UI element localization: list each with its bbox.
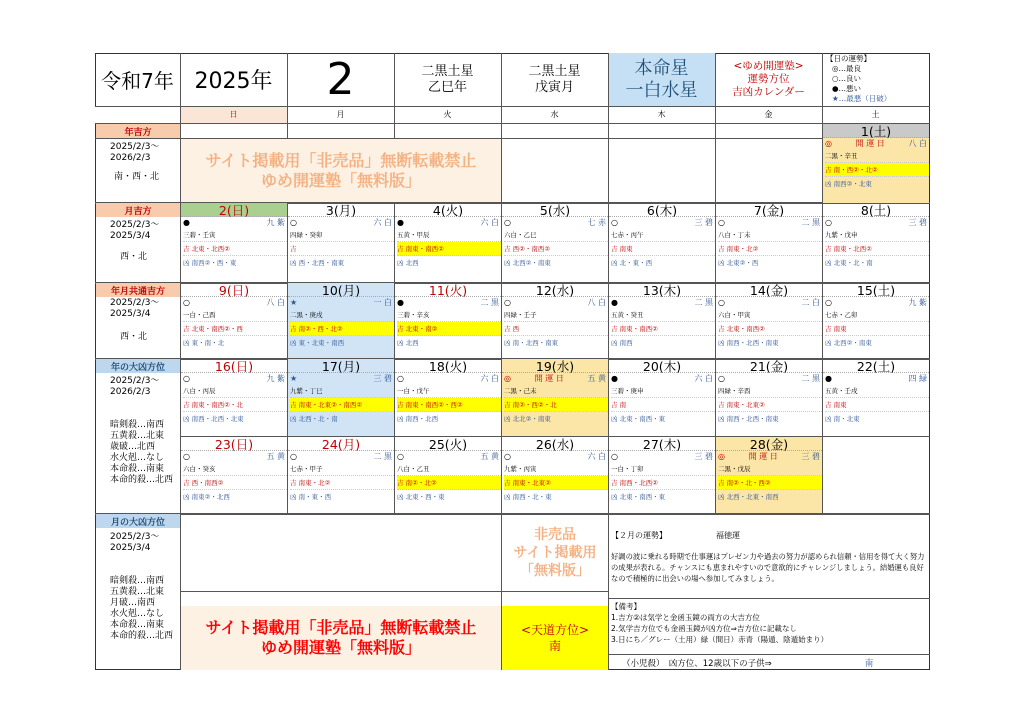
section-month-lucky: 月吉方	[96, 203, 180, 217]
day-number: 16(日)	[181, 359, 287, 373]
day-bad-directions: 凶 南東②・北西	[183, 493, 230, 501]
day-bad-directions: 凶 北西②・南東	[504, 259, 551, 267]
day-fortune-mark: ○ 二 白	[718, 298, 820, 307]
day-fortune-mark: ○ 七 赤	[504, 218, 606, 227]
monthly-fortune: 【２月の運勢】 福徳運 好調の波に乗れる時期で仕事運はプレゼン力や過去の努力が認められ信頼・信用を得て大く努力の成果が表れる。チャンスにも恵まれやすいので意欲的にチャレンジしましょう。結婚運も良好なので積極的に出会いの場へ参加してみましょう。	[611, 531, 925, 583]
day-fortune-mark: ○ 八 白	[504, 298, 606, 307]
day-cell[interactable]	[609, 359, 715, 436]
day-number: 15(土)	[823, 283, 929, 297]
day-cell[interactable]	[716, 283, 822, 358]
day-cell[interactable]	[609, 437, 715, 513]
day-number: 8(土)	[823, 203, 929, 217]
day-bad-directions: 凶 南西・北西・南東	[718, 415, 779, 423]
shoji-row: （小児殺） 凶方位、12歳以下の子供⇒ 南	[622, 658, 874, 669]
day-bad-directions: 凶 北西	[397, 259, 419, 267]
day-fortune-mark: ◎ 開 運 日 五 黄	[504, 374, 606, 383]
day-lucky-directions: 吉 北東・南西②・西	[183, 322, 287, 336]
day-bad-directions: 凶 北西・北・南	[290, 415, 338, 423]
day-fortune-mark: ○ 九 紫	[825, 298, 927, 307]
day-kanshi: 四緑・癸卯	[290, 228, 394, 242]
day-cell[interactable]	[823, 283, 929, 358]
day-number: 23(日)	[181, 437, 287, 451]
day-bad-directions: 凶 南西・北西・南東	[718, 339, 779, 347]
day-number: 19(水)	[502, 359, 608, 373]
day-number: 1(土)	[823, 124, 929, 138]
day-lucky-directions: 吉 南東・南西②・北	[183, 398, 287, 412]
day-lucky-directions: 吉 南東・北東②	[718, 398, 822, 412]
day-kanshi: 一白・丁卯	[611, 462, 715, 476]
day-kanshi: 五黄・甲辰	[397, 228, 501, 242]
day-bad-directions: 凶 北東・北・南	[825, 259, 873, 267]
day-fortune-mark: ○ 六 白	[397, 374, 499, 383]
day-fortune-mark: ● 六 白	[611, 374, 713, 383]
day-fortune-mark: ○ 二 黒	[718, 218, 820, 227]
day-kanshi: 八白・丁未	[718, 228, 822, 242]
day-fortune-mark: ○ 五 黄	[183, 452, 285, 461]
day-cell[interactable]	[716, 359, 822, 436]
day-bad-directions: 凶 北・東・西	[611, 259, 653, 267]
day-bad-directions: 凶 南西②・西・東	[183, 259, 237, 267]
day-number: 9(日)	[181, 283, 287, 297]
day-number: 7(金)	[716, 203, 822, 217]
day-lucky-directions: 吉 西②・南西②	[504, 242, 608, 256]
day-kanshi: 一白・戊午	[397, 384, 501, 398]
month-bad-info: 2025/2/3〜 2025/3/4 暗剣殺…南西 五黄殺…北東 月破…南西 水火剋…なし 本命殺…南東 本命的殺…北西	[110, 532, 174, 641]
day-kanshi: 一白・己酉	[183, 308, 287, 322]
day-fortune-mark: ★ 三 碧	[290, 374, 392, 383]
day-bad-directions: 凶 南西・北西・北東	[183, 415, 244, 423]
day-number: 10(月)	[288, 283, 394, 297]
day-lucky-directions: 吉 南東・北②	[718, 242, 822, 256]
day-fortune-mark: ○ 九 紫	[183, 374, 285, 383]
month-star: 二黒土星 戊寅月	[528, 63, 581, 95]
day-bad-directions: 凶 北東・西・東	[397, 493, 445, 501]
day-lucky-directions: 吉	[290, 242, 394, 256]
calendar-subtitle: <ゆめ開運塾> 運勢方位 吉凶カレンダー	[732, 60, 805, 98]
day-cell[interactable]	[395, 437, 501, 513]
day-bad-directions: 凶 東・北東・南西	[290, 339, 345, 347]
day-fortune-mark: ○ 五 黄	[397, 452, 499, 461]
watermark-bottom: サイト掲載用「非売品」無断転載禁止 ゆめ開運塾「無料版」	[181, 606, 501, 670]
year-star: 二黒土星 乙巳年	[421, 63, 474, 95]
day-cell[interactable]	[609, 283, 715, 358]
day-fortune-mark: ● 二 黒	[611, 298, 713, 307]
day-fortune-mark: ○ 二 黒	[718, 374, 820, 383]
day-bad-directions: 凶 南西・北・東	[504, 493, 552, 501]
day-kanshi: 九紫・丁巳	[290, 384, 394, 398]
day-number: 13(木)	[609, 283, 715, 297]
day-lucky-directions: 吉 南②・西・北②	[290, 322, 394, 336]
month-lucky-info: 2025/2/3〜 2025/3/4 西・北	[110, 220, 160, 262]
weekday-row: 日 月 火 水 木 金 土	[95, 106, 930, 123]
day-cell[interactable]	[502, 203, 608, 282]
day-number: 3(月)	[288, 203, 394, 217]
day-kanshi: 六白・甲寅	[718, 308, 822, 322]
day-lucky-directions: 吉 西	[504, 322, 608, 336]
day-lucky-directions: 吉 南	[611, 398, 715, 412]
day-bad-directions: 凶 南西②・北東	[825, 180, 872, 188]
day-kanshi: 七赤・甲子	[290, 462, 394, 476]
day-kanshi: 五黄・癸丑	[611, 308, 715, 322]
day-number: 5(水)	[502, 203, 608, 217]
day-fortune-mark: ● 六 白	[397, 218, 499, 227]
day-number: 22(土)	[823, 359, 929, 373]
day-number: 4(火)	[395, 203, 501, 217]
day-lucky-directions: 吉 南東・南西②・西②	[397, 398, 501, 412]
day-kanshi: 九紫・丙寅	[504, 462, 608, 476]
day-kanshi: 七赤・丙午	[611, 228, 715, 242]
day-cell[interactable]	[395, 359, 501, 436]
day-bad-directions: 凶 北東②・西	[718, 259, 759, 267]
day-lucky-directions: 吉 南・西②・北②	[825, 163, 929, 177]
day-fortune-mark: ○ 六 白	[290, 218, 392, 227]
day-number: 27(木)	[609, 437, 715, 451]
day-number: 6(木)	[609, 203, 715, 217]
day-cell[interactable]	[181, 359, 287, 436]
day-lucky-directions: 吉 南②・北②	[397, 476, 501, 490]
day-number: 26(水)	[502, 437, 608, 451]
day-kanshi: 五黄・壬戌	[825, 384, 929, 398]
day-cell[interactable]	[288, 359, 394, 436]
day-bad-directions: 凶 北西・北東・南西	[718, 493, 779, 501]
day-number: 21(金)	[716, 359, 822, 373]
day-cell[interactable]	[502, 359, 608, 436]
day-kanshi: 八白・乙丑	[397, 462, 501, 476]
day-kanshi: 三碧・庚申	[611, 384, 715, 398]
day-kanshi: 二黒・辛丑	[825, 149, 929, 163]
day-fortune-mark: ○ 六 白	[504, 452, 606, 461]
day-fortune-mark: ● 四 緑	[825, 374, 927, 383]
day-fortune-mark: ○ 二 黒	[290, 452, 392, 461]
day-lucky-directions: 吉 南②・北・西②	[718, 476, 822, 490]
day-fortune-mark: ○ 三 碧	[825, 218, 927, 227]
tendo-direction: <天道方位> 南	[502, 606, 608, 670]
day-number: 17(月)	[288, 359, 394, 373]
honmei-star: 本命星 一白水星	[608, 53, 715, 106]
day-kanshi: 六白・乙巳	[504, 228, 608, 242]
day-number: 11(火)	[395, 283, 501, 297]
day-cell[interactable]	[288, 437, 394, 513]
day-bad-directions: 凶 北東・南西・東	[611, 493, 666, 501]
day-bad-directions: 凶 北東・南西・東	[611, 415, 666, 423]
day-cell[interactable]	[716, 437, 822, 513]
day-lucky-directions: 吉 西・南西②	[183, 476, 287, 490]
legend: 【日の運勢】 ◎…最良 ○…良い ●…悪い ★…最悪（日破）	[826, 54, 892, 103]
day-cell[interactable]	[823, 359, 929, 436]
day-lucky-directions: 吉 南東・北東②	[504, 476, 608, 490]
year-lucky-info: 2025/2/3〜 2026/2/3 南・西・北	[110, 142, 160, 182]
day-fortune-mark: ● 九 紫	[183, 218, 285, 227]
day-number: 20(木)	[609, 359, 715, 373]
day-fortune-mark: ○ 八 白	[183, 298, 285, 307]
day-kanshi: 六白・癸亥	[183, 462, 287, 476]
day-lucky-directions: 吉 南東・南西②	[611, 322, 715, 336]
day-number: 28(金)	[716, 437, 822, 451]
day-cell[interactable]	[609, 203, 715, 282]
day-kanshi: 二黒・庚戌	[290, 308, 394, 322]
day-lucky-directions: 吉 北東・南②	[397, 322, 501, 336]
section-month-bad: 月の大凶方位	[96, 514, 180, 528]
day-fortune-mark: ◎ 開 運 日 八 白	[825, 139, 927, 148]
day-cell[interactable]	[823, 203, 929, 282]
watermark-top: サイト掲載用「非売品」無断転載禁止 ゆめ開運塾「無料版」	[181, 139, 501, 202]
day-kanshi: 九紫・戊申	[825, 228, 929, 242]
day-cell[interactable]	[502, 437, 608, 513]
section-year-bad: 年の大凶方位	[96, 359, 180, 373]
day-bad-directions: 凶 南・北東	[825, 415, 860, 423]
day-lucky-directions: 吉 南東	[611, 242, 715, 256]
day-kanshi: 八白・丙辰	[183, 384, 287, 398]
day-bad-directions: 凶 南・北西・南東	[504, 339, 559, 347]
day-cell[interactable]	[181, 437, 287, 513]
day-kanshi: 三碧・辛亥	[397, 308, 501, 322]
day-bad-directions: 凶 南西	[611, 339, 633, 347]
day-cell[interactable]	[823, 124, 929, 203]
day-bad-directions: 凶 東・南・北	[183, 339, 225, 347]
common-lucky-info: 2025/2/3〜 2025/3/4 西・北	[110, 298, 160, 342]
day-lucky-directions: 吉 南東・南西②	[397, 242, 501, 256]
day-kanshi: 四緑・辛酉	[718, 384, 822, 398]
day-cell[interactable]	[395, 283, 501, 358]
day-fortune-mark: ● 二 黒	[397, 298, 499, 307]
day-lucky-directions: 吉 南東	[825, 322, 929, 336]
year-bad-info: 2025/2/3〜 2026/2/3 暗剣殺…南西 五黄殺…北東 歳破…北西 水火剋…なし 本命殺…南東 本命的殺…北西	[110, 376, 174, 485]
section-year-lucky: 年吉方	[96, 124, 180, 138]
day-bad-directions: 凶 西・北西・南東	[290, 259, 345, 267]
day-number: 25(火)	[395, 437, 501, 451]
day-lucky-directions: 吉 北東・南西②	[718, 322, 822, 336]
day-number: 12(水)	[502, 283, 608, 297]
day-number: 14(金)	[716, 283, 822, 297]
day-bad-directions: 凶 南・東・西	[290, 493, 332, 501]
day-lucky-directions: 吉 南②・西②・北	[504, 398, 608, 412]
day-number: 18(火)	[395, 359, 501, 373]
day-number: 24(月)	[288, 437, 394, 451]
day-kanshi: 二黒・己未	[504, 384, 608, 398]
watermark-middle: 非売品 サイト掲載用 「無料版」	[513, 526, 597, 579]
day-bad-directions: 凶 南西・北西	[397, 415, 439, 423]
day-kanshi: 二黒・戊辰	[718, 462, 822, 476]
day-kanshi: 三碧・壬寅	[183, 228, 287, 242]
section-common-lucky: 年月共通吉方	[96, 283, 180, 297]
day-lucky-directions: 吉 南東	[825, 398, 929, 412]
day-bad-directions: 凶 北西	[397, 339, 419, 347]
day-cell[interactable]	[181, 283, 287, 358]
day-cell[interactable]	[716, 203, 822, 282]
day-lucky-directions: 吉 南西・北西②	[611, 476, 715, 490]
day-bad-directions: 凶 北西②・南東	[825, 339, 872, 347]
day-lucky-directions: 吉 南東・北東②・南西②	[290, 398, 394, 412]
era-label: 令和7年	[101, 69, 174, 93]
day-lucky-directions: 吉 北東・北西②	[183, 242, 287, 256]
day-kanshi: 四緑・壬子	[504, 308, 608, 322]
day-bad-directions: 凶 北北②・南東	[504, 415, 551, 423]
day-fortune-mark: ★ 一 白	[290, 298, 392, 307]
month-number: 2	[326, 54, 355, 105]
day-kanshi: 七赤・乙卯	[825, 308, 929, 322]
day-fortune-mark: ○ 三 碧	[611, 218, 713, 227]
day-number: 2(日)	[181, 203, 287, 217]
day-fortune-mark: ◎ 開 運 日 三 碧	[718, 452, 820, 461]
day-cell[interactable]	[288, 203, 394, 282]
day-fortune-mark: ○ 三 碧	[611, 452, 713, 461]
day-cell[interactable]	[288, 283, 394, 358]
day-cell[interactable]	[395, 203, 501, 282]
day-cell[interactable]	[181, 203, 287, 282]
day-lucky-directions: 吉 南東・北西②	[825, 242, 929, 256]
year-label: 2025年	[194, 69, 273, 94]
day-lucky-directions: 吉 南東・北②	[290, 476, 394, 490]
notes: 【備考】 1.吉方②は気学と金函玉鏡の両方の大吉方位 2.気学吉方位でも金函玉鏡が凶方位⇒吉方位に記載なし 3.日にち／グレー（土用）緑（間日）赤青（陽遁、陰遁始まり）	[611, 602, 829, 644]
day-cell[interactable]	[502, 283, 608, 358]
